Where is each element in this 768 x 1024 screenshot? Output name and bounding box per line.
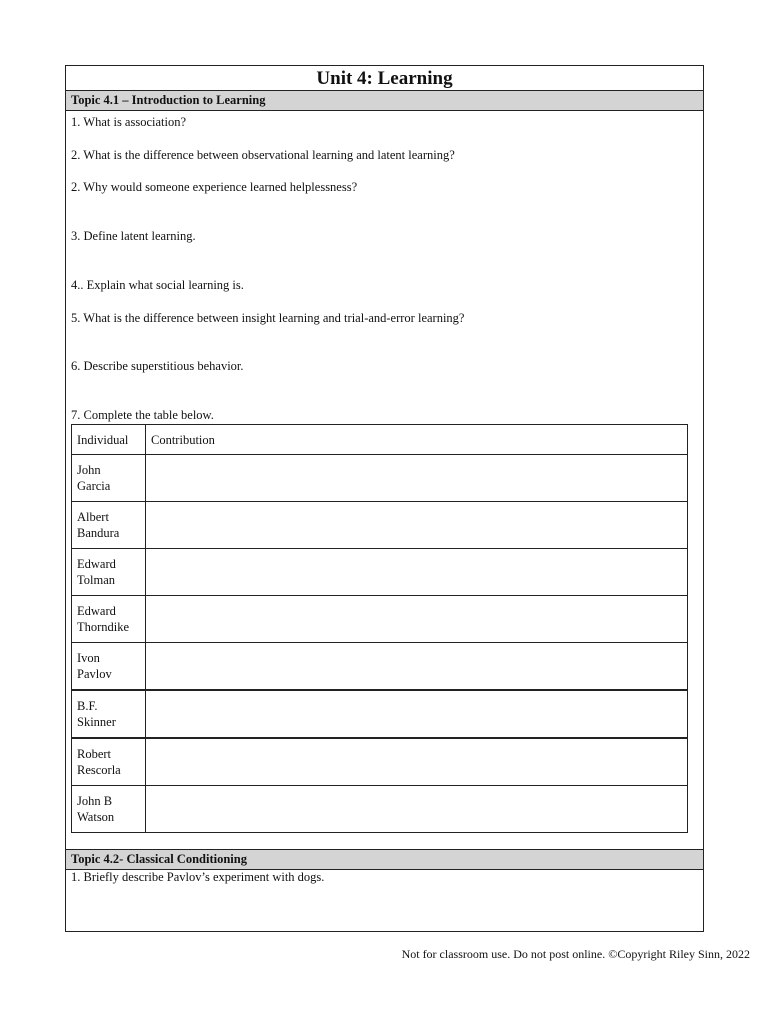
table-row [72,595,688,642]
individual-name: Ivon Pavlov [72,642,146,690]
table-row [72,786,688,833]
contribution-cell[interactable] [146,642,688,690]
contribution-cell[interactable] [146,595,688,642]
question-4: 4.. Explain what social learning is. [71,278,244,292]
contribution-cell[interactable] [146,548,688,595]
table-row [72,642,688,690]
question-2b: 2. Why would someone experience learned helplessness? [71,180,358,194]
contribution-cell[interactable] [146,455,688,502]
header-individual: Individual [72,425,146,455]
copyright-footer: Not for classroom use. Do not post online. ©Copyright Riley Sinn, 2022 [401,947,750,961]
contribution-cell[interactable] [146,738,688,786]
table-row [72,690,688,738]
contribution-cell[interactable] [146,501,688,548]
individual-name: Robert Rescorla [72,738,146,786]
question-4-2-1: 1. Briefly describe Pavlov’s experiment with dogs. [71,870,325,884]
question-6: 6. Describe superstitious behavior. [71,359,244,373]
table-row [72,738,688,786]
individual-name: Edward Tolman [72,548,146,595]
header-contribution: Contribution [146,425,688,455]
question-3: 3. Define latent learning. [71,229,196,243]
individual-name: B.F. Skinner [72,690,146,738]
contributions-table [71,424,688,833]
contribution-cell[interactable] [146,690,688,738]
page-title: Unit 4: Learning [316,68,453,89]
worksheet-frame [65,65,704,932]
contribution-cell[interactable] [146,786,688,833]
table-row [72,548,688,595]
table-row [72,455,688,502]
question-1: 1. What is association? [71,115,187,129]
question-2a: 2. What is the difference between observational learning and latent learning? [71,148,455,162]
question-7: 7. Complete the table below. [71,408,214,422]
table-header-row [72,425,688,455]
individual-name: Albert Bandura [72,501,146,548]
section-heading-4-2: Topic 4.2- Classical Conditioning [66,849,703,870]
individual-name: John Garcia [72,455,146,502]
question-5: 5. What is the difference between insight learning and trial-and-error learning? [71,311,465,325]
individual-name: Edward Thorndike [72,595,146,642]
section-heading-4-1: Topic 4.1 – Introduction to Learning [66,90,703,111]
table-row [72,501,688,548]
individual-name: John B Watson [72,786,146,833]
